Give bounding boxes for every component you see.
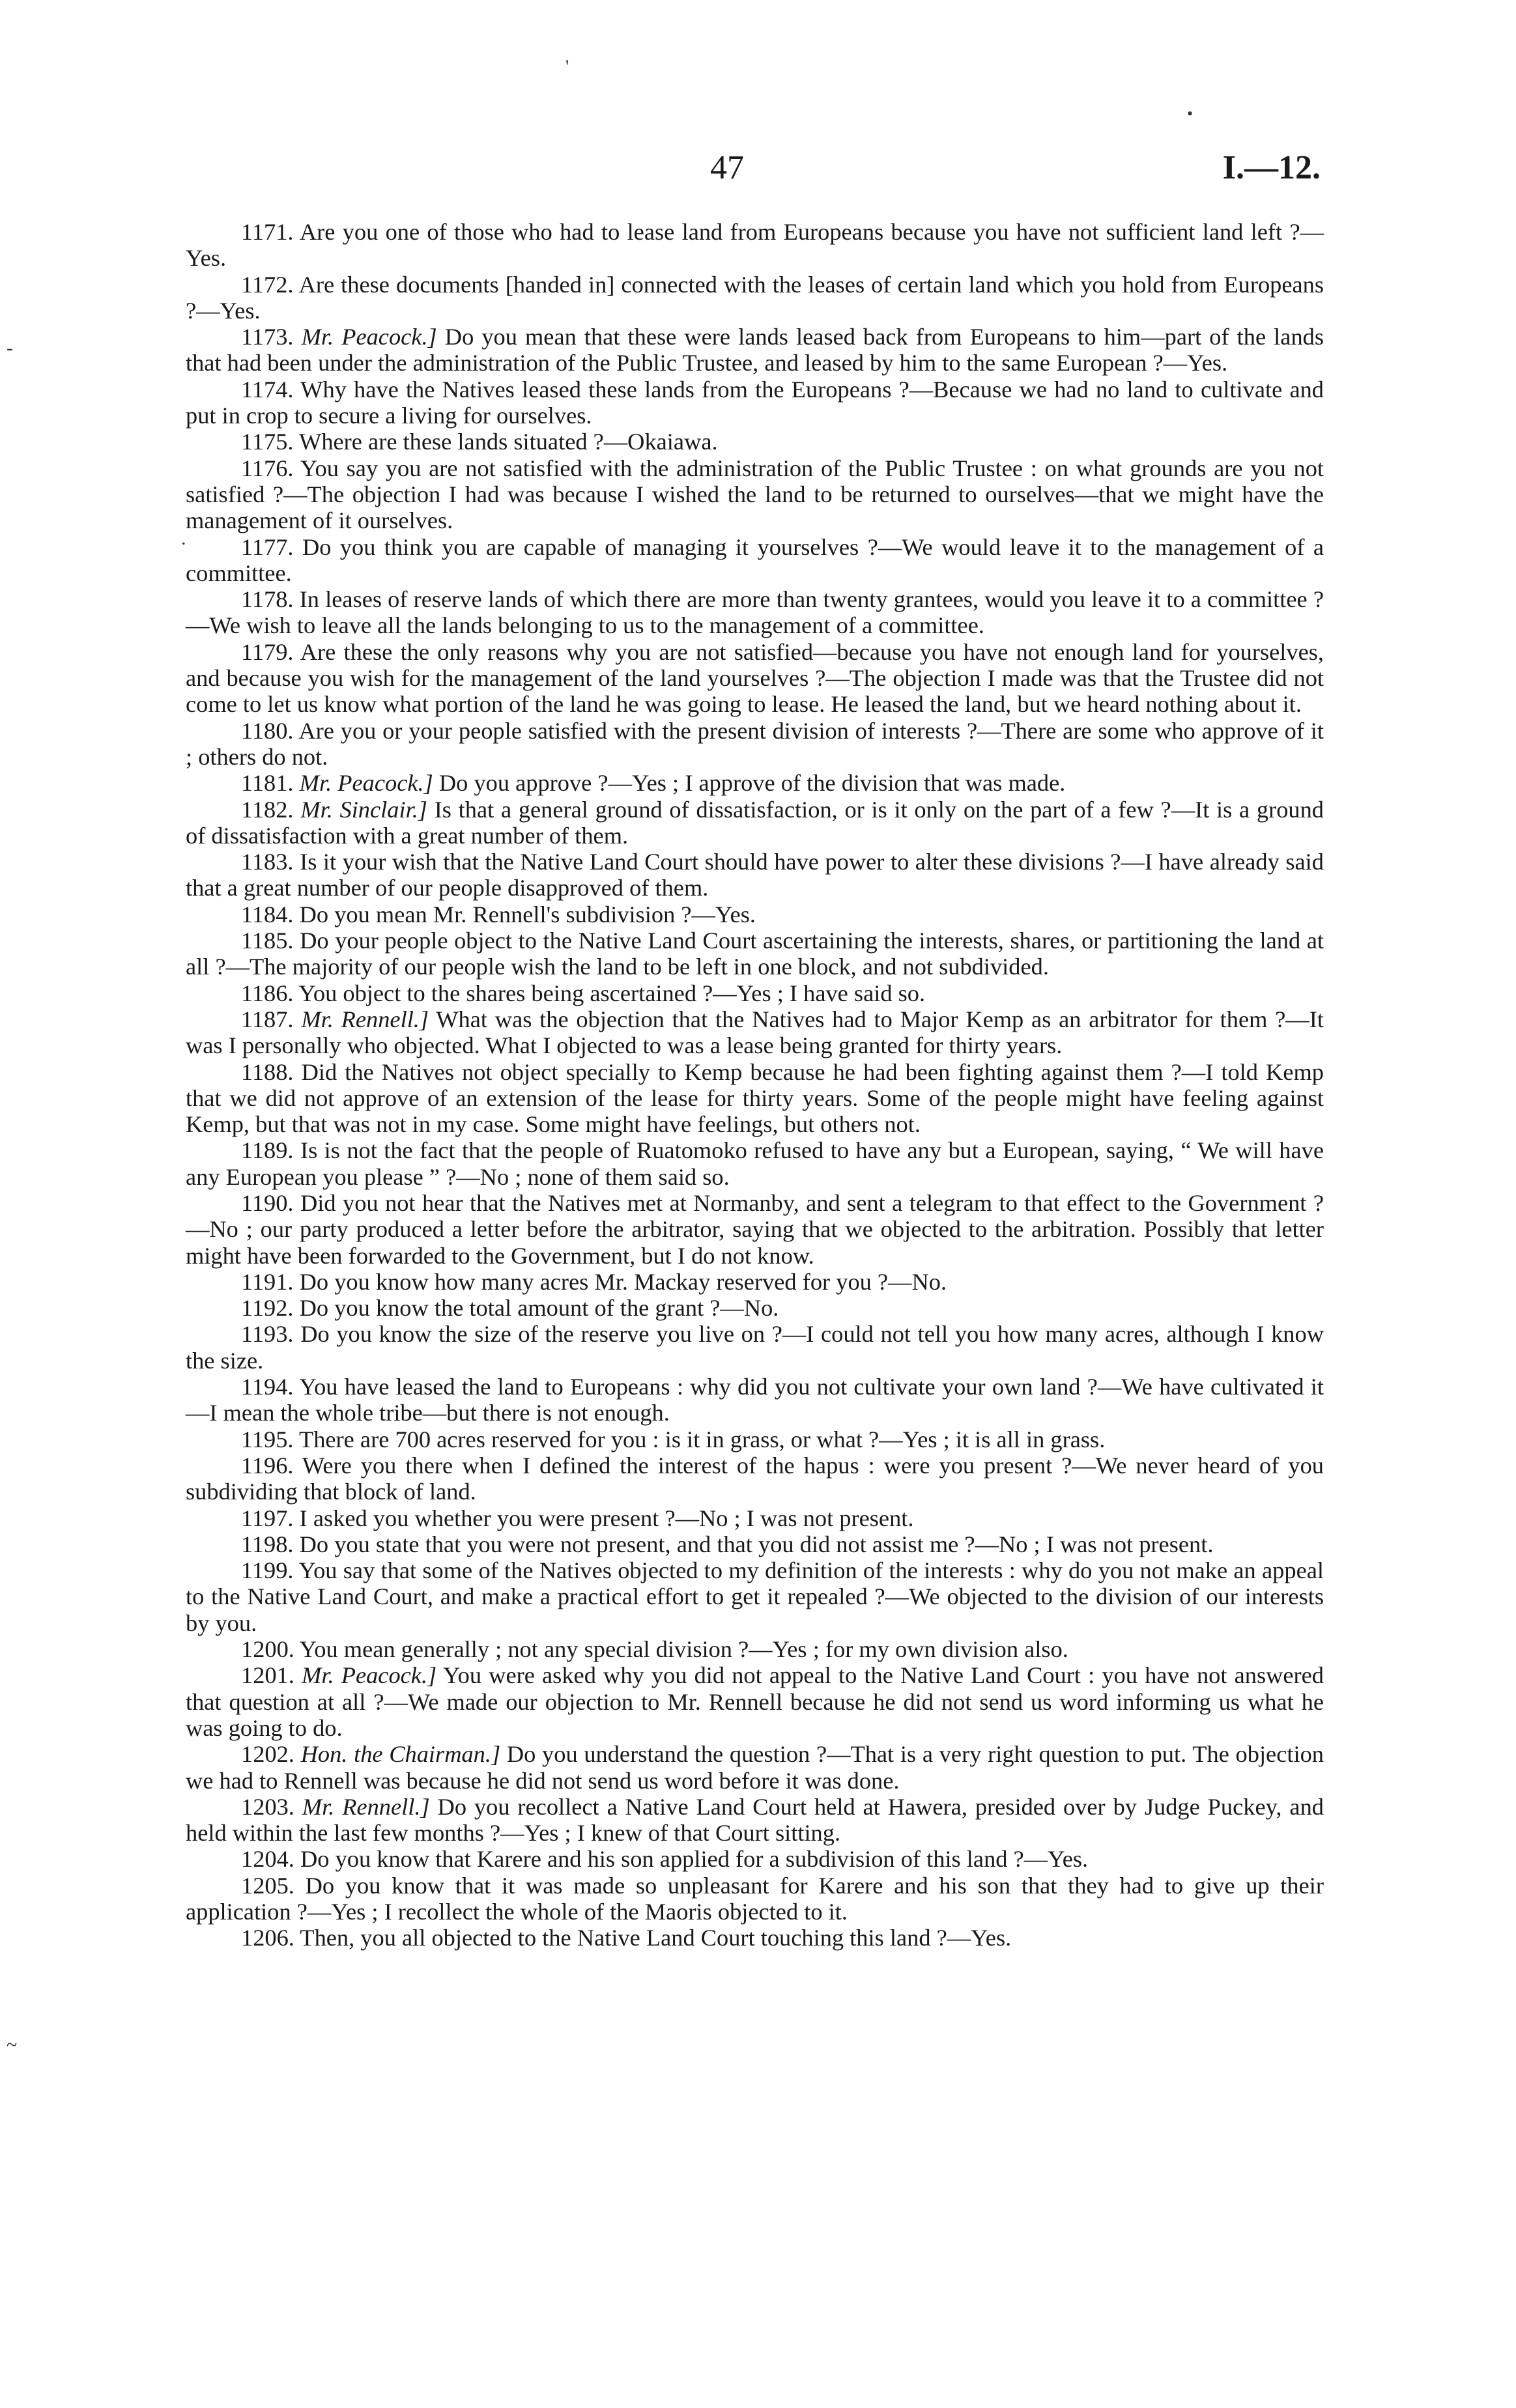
question-text: Do you mean Mr. Rennell's subdivision ?—Yes. [299,901,756,928]
question-text: Is is not the fact that the people of Ruatomoko refused to have any but a European, saying, “ We will have any European you please ” ?—No ; none of them said so. [186,1137,1324,1190]
question-number: 1185. [241,928,294,954]
question-number: 1195. [241,1426,294,1452]
question-text: You say that some of the Natives objected to my definition of the interests : why do you not make an appeal to the Native Land Court, and make a practical effort to get it repealed ?—We objected to the division of our interests by you. [186,1557,1324,1636]
question-paragraph [186,639,1324,718]
question-number: 1184. [241,901,294,928]
question-text: Then, you all objected to the Native Land Court touching this land ?—Yes. [300,1925,1012,1951]
question-text: Why have the Natives leased these lands from the Europeans ?—Because we had no land to cultivate and put in crop to secure a living for ourselves. [186,376,1324,429]
question-number: 1187. [241,1006,294,1032]
question-number: 1189. [241,1137,294,1164]
question-number: 1179. [241,638,294,665]
question-number: 1194. [241,1374,294,1400]
question-paragraph [186,1059,1324,1138]
question-number: 1180. [241,717,294,744]
question-paragraph [186,1873,1324,1925]
question-text: In leases of reserve lands of which there are more than twenty grantees, would you leave it to a committee ?—We wish to leave all the lands belonging to us to the management of a committee. [186,586,1324,639]
speaker-attribution: Mr. Peacock.] [299,770,433,797]
question-text: Did the Natives not object specially to Kemp because he had been fighting against them ?—I told Kemp that we did not approve of an extension of the lease for thirty years. Some of the people might have feeling against Kemp, but that was not in my case. Some might have feelings, but others not. [186,1058,1324,1138]
question-paragraph [186,1137,1324,1190]
question-number: 1206. [241,1925,294,1951]
question-number: 1192. [241,1295,294,1322]
question-number: 1172. [241,271,294,298]
page-header [0,149,1516,201]
question-paragraph [186,1531,1324,1557]
question-number: 1173. [241,324,294,350]
question-number: 1182. [241,796,294,823]
question-paragraph [186,219,1324,272]
margin-dot-left: . [181,528,186,549]
question-text: Do you know that it was made so unpleasant for Karere and his son that they had to give up their application ?—Yes ; I recollect the whole of the Maoris objected to it. [186,1872,1324,1925]
question-number: 1175. [241,429,294,455]
speaker-attribution: Mr. Rennell.] [302,1793,430,1820]
question-paragraph [186,429,1324,455]
question-number: 1201. [241,1662,294,1689]
speaker-attribution: Hon. the Chairman.] [300,1741,501,1768]
question-paragraph [186,1741,1324,1794]
question-text: Do you approve ?—Yes ; I approve of the division that was made. [438,770,1066,797]
question-number: 1196. [241,1452,294,1479]
question-text: You mean generally ; not any special division ?—Yes ; for my own division also. [299,1636,1068,1663]
margin-mark-left-2: ~ [7,2034,18,2056]
question-paragraph [186,1794,1324,1847]
question-text: Do you know how many acres Mr. Mackay reserved for you ?—No. [299,1268,947,1295]
question-paragraph [186,376,1324,429]
question-text: I asked you whether you were present ?—No ; I was not present. [299,1505,914,1531]
question-text: You object to the shares being ascertained ?—Yes ; I have said so. [298,980,926,1006]
question-number: 1205. [241,1872,294,1899]
question-text: There are 700 acres reserved for you : is it in grass, or what ?—Yes ; it is all in grass. [298,1426,1106,1452]
question-text: You were asked why you did not appeal to the Native Land Court : you have not answered that question at all ?—We made our objection to Mr. Rennell because he did not send us word informing us what he was going to do. [186,1662,1324,1741]
question-number: 1199. [241,1557,294,1584]
question-text: Do your people object to the Native Land Court ascertaining the interests, shares, or partitioning the land at all ?—The majority of our people wish the land to be left in one block, and not subdivided. [186,928,1324,980]
question-paragraph [186,1426,1324,1452]
question-text: Do you know the size of the reserve you live on ?—I could not tell you how many acres, although I know the size. [186,1321,1324,1374]
question-text: You have leased the land to Europeans : why did you not cultivate your own land ?—We have cultivated it—I mean the whole tribe—but there is not enough. [186,1374,1324,1426]
page-number: 47 [710,149,744,186]
question-number: 1178. [241,586,294,613]
question-paragraph [186,980,1324,1006]
question-text: Is it your wish that the Native Land Court should have power to alter these divisions ?—I have already said that a great number of our people disapproved of them. [186,849,1324,901]
question-paragraph [186,534,1324,587]
question-text: Where are these lands situated ?—Okaiawa. [298,429,718,455]
question-number: 1188. [241,1058,294,1085]
question-paragraph [186,849,1324,901]
question-paragraph [186,586,1324,639]
question-number: 1174. [241,376,294,403]
question-paragraph [186,1557,1324,1636]
question-paragraph [186,1662,1324,1741]
stray-mark-top: ' [565,56,569,78]
question-paragraph [186,718,1324,771]
question-paragraph [186,1295,1324,1321]
stray-dot-top-right: • [1187,104,1194,123]
question-number: 1190. [241,1189,294,1216]
question-paragraph [186,1269,1324,1295]
question-paragraph [186,928,1324,980]
question-text: Do you mean that these were lands leased back from Europeans to him—part of the lands that had been under the administration of the Public Trustee, and leased by him to the same European ?—Yes. [186,324,1324,376]
speaker-attribution: Mr. Sinclair.] [300,796,427,823]
question-paragraph [186,1321,1324,1374]
question-paragraph [186,1190,1324,1269]
question-text: You say you are not satisfied with the administration of the Public Trustee : on what grounds are you not satisfied ?—The objection I had was because I wished the land to be returned to ourselves—that we might have the management of it ourselves. [186,455,1324,534]
question-paragraph [186,1925,1324,1951]
question-number: 1204. [241,1846,294,1873]
question-paragraph [186,1452,1324,1505]
question-text: Did you not hear that the Natives met at Normanby, and sent a telegram to that effect to the Government ?—No ; our party produced a letter before the arbitrator, saying that we objected to the arbitration. Possibly that letter might have been forwarded to the Government, but I do not know. [186,1189,1324,1269]
question-text: Is that a general ground of dissatisfaction, or is it only on the part of a few ?—It is a ground of dissatisfaction with a great number of them. [186,796,1324,849]
question-text: Are these the only reasons why you are not satisfied—because you have not enough land for yourselves, and because you wish for the management of the land yourselves ?—The objection I made was that the Trustee did not come to let us know what portion of the land he was going to lease. He leased the land, but we heard nothing about it. [186,638,1324,718]
question-text: Were you there when I defined the interest of the hapus : were you present ?—We never heard of you subdividing that block of land. [186,1452,1324,1505]
speaker-attribution: Mr. Peacock.] [302,1662,437,1689]
question-text: Do you think you are capable of managing it yourselves ?—We would leave it to the management of a committee. [186,533,1324,586]
testimony-body [186,219,1324,1951]
question-paragraph [186,272,1324,324]
question-paragraph [186,1374,1324,1426]
question-text: Do you understand the question ?—That is a very right question to put. The objection we had to Rennell was because he did not send us word before it was done. [186,1741,1324,1794]
question-number: 1186. [241,980,294,1006]
question-paragraph [186,901,1324,928]
question-number: 1181. [241,770,294,797]
question-number: 1193. [241,1321,294,1348]
margin-mark-left-1: - [7,337,13,359]
question-paragraph [186,1636,1324,1662]
question-paragraph [186,1505,1324,1531]
question-number: 1203. [241,1793,294,1820]
question-paragraph [186,797,1324,849]
speaker-attribution: Mr. Peacock.] [301,324,437,350]
question-number: 1200. [241,1636,294,1663]
question-number: 1197. [241,1505,294,1531]
question-text: Do you know the total amount of the grant ?—No. [299,1295,779,1322]
question-number: 1183. [241,849,294,875]
speaker-attribution: Mr. Rennell.] [301,1006,429,1032]
question-paragraph [186,770,1324,796]
question-number: 1191. [241,1268,294,1295]
question-text: Do you know that Karere and his son applied for a subdivision of this land ?—Yes. [300,1846,1089,1873]
question-number: 1177. [241,533,294,560]
question-number: 1198. [241,1531,294,1557]
question-number: 1176. [241,455,294,481]
question-text: Do you state that you were not present, and that you did not assist me ?—No ; I was not present. [299,1531,1214,1557]
question-text: Do you recollect a Native Land Court held at Hawera, presided over by Judge Puckey, and held within the last few months ?—Yes ; I knew of that Court sitting. [186,1793,1324,1847]
question-paragraph [186,455,1324,534]
question-paragraph [186,1006,1324,1059]
question-text: What was the objection that the Natives had to Major Kemp as an arbitrator for them ?—It was I personally who objected. What I objected to was a lease being granted for thirty years. [186,1006,1324,1059]
question-number: 1202. [241,1741,294,1768]
question-paragraph [186,1846,1324,1872]
question-text: Are these documents [handed in] connected with the leases of certain land which you hold from Europeans ?—Yes. [186,271,1324,324]
question-number: 1171. [241,219,294,245]
question-paragraph [186,324,1324,376]
question-text: Are you one of those who had to lease land from Europeans because you have not sufficient land left ?—Yes. [186,219,1324,272]
document-reference: I.—12. [1222,149,1321,186]
question-text: Are you or your people satisfied with the present division of interests ?—There are some who approve of it ; others do not. [186,717,1324,770]
